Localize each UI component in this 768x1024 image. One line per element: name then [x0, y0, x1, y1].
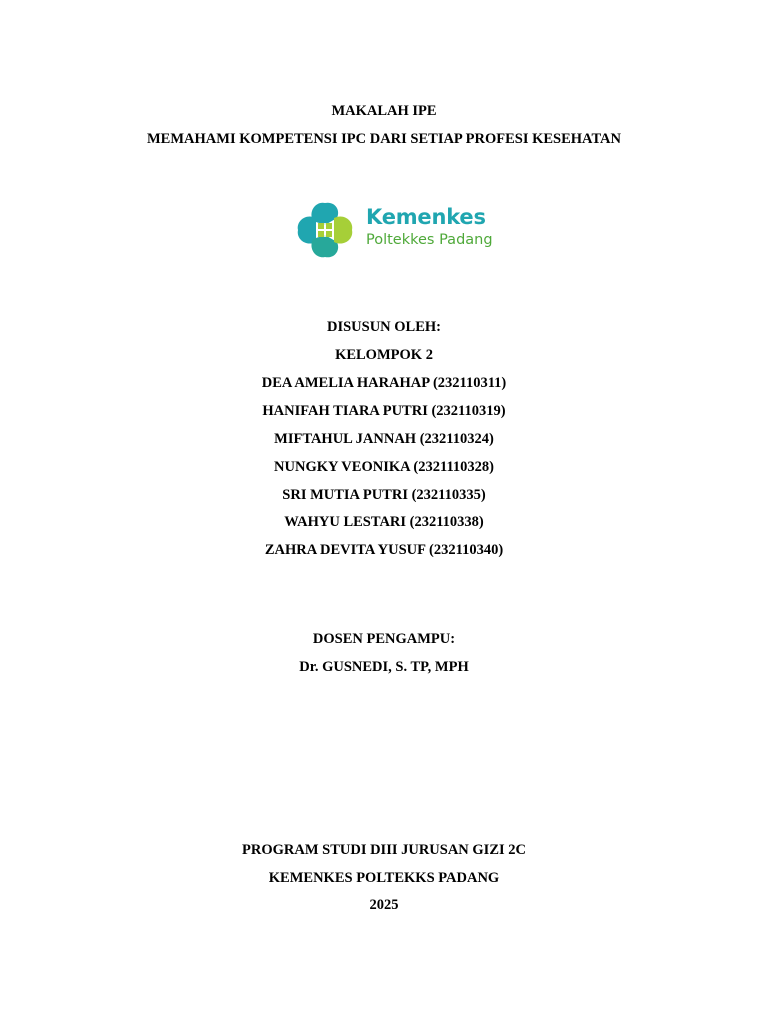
document-title: MAKALAH IPE [331, 103, 437, 119]
kemenkes-logo [294, 193, 512, 271]
lecturer-name: Dr. GUSNEDI, S. TP, MPH [299, 659, 469, 675]
member-item: WAHYU LESTARI (232110338) [284, 514, 484, 530]
member-item: DEA AMELIA HARAHAP (232110311) [261, 375, 507, 391]
institution-name: KEMENKES POLTEKKS PADANG [268, 870, 500, 886]
study-program: PROGRAM STUDI DIII JURUSAN GIZI 2C [242, 842, 526, 858]
authors-label: DISUSUN OLEH: [326, 319, 441, 335]
member-item: MIFTAHUL JANNAH (232110324) [274, 431, 494, 447]
member-item: NUNGKY VEONIKA (2321110328) [274, 459, 494, 475]
document-year: 2025 [369, 897, 399, 913]
member-item: SRI MUTIA PUTRI (232110335) [282, 487, 486, 503]
member-item: HANIFAH TIARA PUTRI (232110319) [262, 403, 506, 419]
lecturer-label: DOSEN PENGAMPU: [312, 631, 456, 647]
logo-text-poltekkes: Poltekkes Padang [366, 232, 493, 248]
logo-text-kemenkes: Kemenkes [366, 205, 486, 229]
kemenkes-logo-mark-icon [294, 199, 356, 261]
member-item: ZAHRA DEVITA YUSUF (232110340) [264, 542, 504, 558]
document-subtitle: MEMAHAMI KOMPETENSI IPC DARI SETIAP PROFESI KESEHATAN [147, 131, 621, 147]
group-name: KELOMPOK 2 [335, 347, 433, 363]
